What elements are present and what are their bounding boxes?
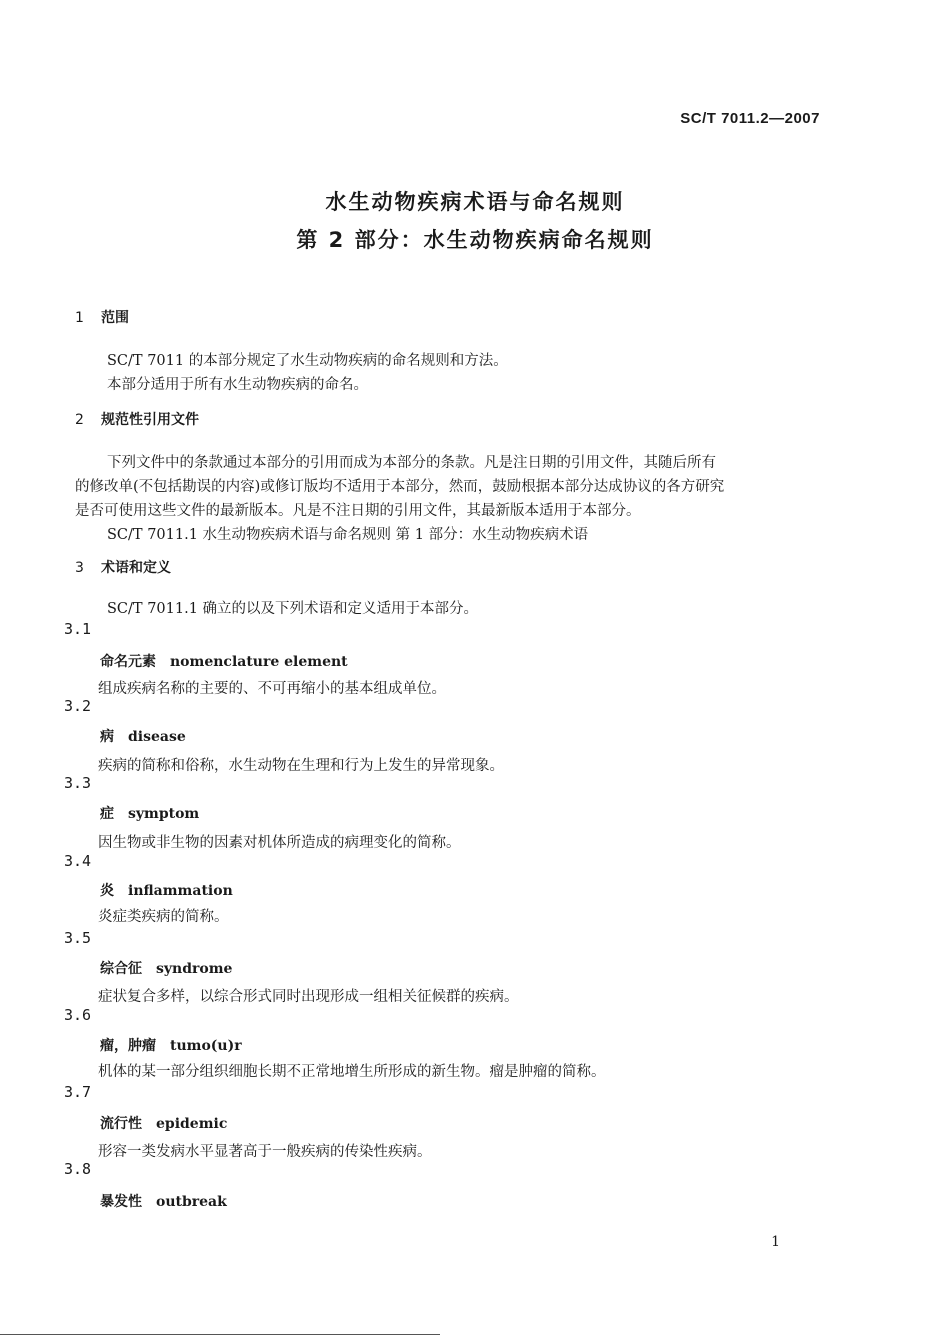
term-definition: 炎症类疾病的简称。 (98, 909, 229, 925)
term-heading (100, 726, 186, 746)
term-heading (100, 958, 232, 978)
term-heading (100, 880, 233, 900)
term-en: syndrome (156, 961, 233, 977)
clause-number: 3.4 (64, 852, 92, 870)
term-heading (100, 1113, 227, 1133)
section-number: 3 (75, 560, 84, 576)
clause-number: 3.2 (64, 697, 92, 715)
section-number: 1 (75, 310, 84, 326)
term-definition: 形容一类发病水平显著高于一般疾病的传染性疾病。 (98, 1144, 432, 1160)
term-definition: 组成疾病名称的主要的、不可再缩小的基本组成单位。 (98, 681, 446, 697)
term-definition: 疾病的简称和俗称，水生动物在生理和行为上发生的异常现象。 (98, 758, 504, 774)
term-definition: 机体的某一部分组织细胞长期不正常地增生所形成的新生物。瘤是肿瘤的简称。 (98, 1064, 606, 1080)
term-zh: 病 (100, 729, 114, 745)
section-title: 规范性引用文件 (101, 412, 199, 428)
clause-number: 3.3 (64, 774, 92, 792)
term-heading (100, 803, 199, 823)
clause-number: 3.1 (64, 620, 92, 638)
term-en: disease (128, 729, 186, 745)
bottom-rule (0, 1334, 440, 1335)
term-heading (100, 1035, 242, 1055)
section-number: 2 (75, 412, 84, 428)
standard-code: SC/T 7011.2—2007 (680, 110, 820, 127)
paragraph-line: 下列文件中的条款通过本部分的引用而成为本部分的条款。凡是注日期的引用文件，其随后所有 (107, 455, 716, 471)
term-en: nomenclature element (170, 654, 348, 670)
document-subtitle: 第 2 部分：水生动物疾病命名规则 (296, 228, 654, 252)
term-heading (100, 1191, 227, 1211)
section-title: 术语和定义 (101, 560, 171, 576)
normative-reference: SC/T 7011.1 水生动物疾病术语与命名规则 第 1 部分：水生动物疾病术语 (107, 527, 589, 543)
term-zh: 症 (100, 806, 114, 822)
term-heading (100, 651, 348, 671)
paragraph-line: 是否可使用这些文件的最新版本。凡是不注日期的引用文件，其最新版本适用于本部分。 (75, 503, 641, 519)
paragraph: SC/T 7011.1 确立的以及下列术语和定义适用于本部分。 (107, 601, 479, 617)
paragraph-line: 的修改单(不包括勘误的内容)或修订版均不适用于本部分，然而，鼓励根据本部分达成协议的各方研究 (75, 479, 725, 495)
term-en: epidemic (156, 1116, 228, 1132)
term-en: tumo(u)r (170, 1038, 242, 1054)
term-definition: 因生物或非生物的因素对机体所造成的病理变化的简称。 (98, 835, 461, 851)
term-zh: 瘤，肿瘤 (100, 1038, 156, 1054)
clause-number: 3.5 (64, 929, 92, 947)
clause-number: 3.8 (64, 1160, 92, 1178)
document-title: 水生动物疾病术语与命名规则 (325, 190, 625, 214)
section-2-heading (75, 409, 199, 429)
clause-number: 3.6 (64, 1006, 92, 1024)
section-1-heading (75, 307, 129, 327)
clause-number: 3.7 (64, 1083, 92, 1101)
term-en: inflammation (128, 883, 233, 899)
term-en: outbreak (156, 1194, 227, 1210)
term-zh: 炎 (100, 883, 114, 899)
paragraph: 本部分适用于所有水生动物疾病的命名。 (107, 377, 368, 393)
term-en: symptom (128, 806, 200, 822)
term-definition: 症状复合多样，以综合形式同时出现形成一组相关征候群的疾病。 (98, 989, 519, 1005)
page-number: 1 (771, 1234, 780, 1250)
section-3-heading (75, 557, 171, 577)
section-title: 范围 (101, 310, 129, 326)
term-zh: 综合征 (100, 961, 142, 977)
term-zh: 暴发性 (100, 1194, 142, 1210)
paragraph: SC/T 7011 的本部分规定了水生动物疾病的命名规则和方法。 (107, 353, 508, 369)
term-zh: 命名元素 (100, 654, 156, 670)
term-zh: 流行性 (100, 1116, 142, 1132)
